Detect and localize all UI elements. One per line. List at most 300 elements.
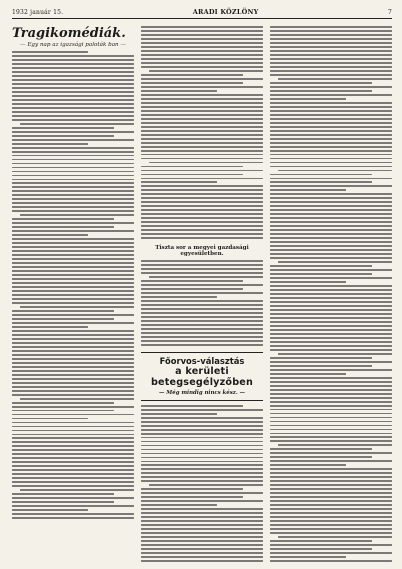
text-line	[141, 66, 263, 68]
text-line	[141, 130, 263, 132]
text-line	[141, 540, 263, 542]
text-line	[141, 476, 263, 478]
text-line	[270, 560, 392, 562]
text-line	[270, 393, 392, 395]
middle-column-body-top	[141, 26, 263, 239]
text-line	[12, 222, 134, 224]
text-line	[141, 409, 263, 411]
text-line	[270, 174, 372, 176]
text-line	[12, 234, 88, 236]
text-line	[12, 143, 88, 145]
text-line	[12, 242, 134, 244]
text-line	[141, 229, 263, 231]
text-line	[270, 504, 392, 506]
text-line	[20, 214, 134, 216]
text-line	[141, 405, 243, 407]
text-line	[12, 210, 134, 212]
text-line	[270, 468, 392, 470]
text-line	[12, 171, 134, 173]
text-line	[141, 288, 243, 290]
text-line	[141, 453, 263, 455]
text-line	[12, 63, 134, 65]
text-line	[12, 135, 114, 137]
text-line	[270, 297, 392, 299]
text-line	[141, 512, 263, 514]
text-line	[141, 181, 217, 183]
banner-line-3: — Még mindig nincs kész. —	[159, 389, 245, 396]
text-line	[12, 111, 134, 113]
text-line	[270, 90, 372, 92]
text-line	[141, 524, 263, 526]
text-line	[270, 241, 392, 243]
text-line	[141, 468, 263, 470]
text-line	[270, 329, 392, 331]
text-line	[270, 185, 392, 187]
text-line	[12, 418, 88, 420]
text-line	[270, 58, 392, 60]
left-column-body	[12, 51, 134, 519]
text-line	[12, 354, 134, 356]
text-line	[141, 142, 263, 144]
text-line	[270, 464, 346, 466]
text-line	[12, 206, 134, 208]
text-line	[149, 484, 263, 486]
text-line	[12, 422, 134, 424]
text-line	[12, 314, 134, 316]
text-line	[141, 102, 263, 104]
text-line	[141, 413, 217, 415]
text-line	[141, 328, 263, 330]
text-line	[141, 221, 263, 223]
article-subtitle: — Egy nap az igazsági paloták ban —	[19, 42, 127, 48]
text-line	[141, 296, 217, 298]
text-line	[141, 42, 263, 44]
text-line	[12, 230, 134, 232]
right-column-body	[270, 26, 392, 564]
text-line	[12, 302, 134, 304]
text-line	[12, 262, 134, 264]
text-line	[12, 394, 134, 396]
text-line	[270, 313, 392, 315]
text-line	[270, 245, 392, 247]
text-line	[141, 178, 263, 180]
text-line	[141, 193, 263, 195]
text-line	[141, 500, 263, 502]
text-line	[141, 437, 263, 439]
text-line	[141, 150, 263, 152]
text-line	[141, 205, 263, 207]
text-line	[12, 250, 134, 252]
text-line	[12, 390, 134, 392]
text-line	[149, 162, 263, 164]
article-title: Tragikomédiák.	[12, 26, 126, 41]
text-line	[270, 528, 392, 530]
text-line	[141, 26, 263, 28]
text-line	[270, 433, 392, 435]
text-line	[270, 257, 392, 259]
text-line	[141, 94, 263, 96]
text-line	[12, 159, 134, 161]
text-line	[270, 189, 346, 191]
text-line	[270, 436, 392, 438]
text-line	[141, 488, 243, 490]
text-line	[141, 461, 263, 463]
text-line	[270, 66, 392, 68]
text-line	[20, 489, 134, 491]
section-heading: Tiszta sor a megyei gazdasági egyesületben.	[155, 245, 249, 258]
text-line	[270, 325, 392, 327]
text-line	[270, 94, 392, 96]
text-line	[141, 174, 243, 176]
text-line	[270, 377, 392, 379]
text-line	[12, 473, 134, 475]
text-line	[12, 51, 88, 53]
text-line	[12, 330, 134, 332]
text-line	[12, 430, 134, 432]
text-line	[270, 158, 392, 160]
text-line	[12, 107, 134, 109]
left-column	[12, 24, 134, 564]
text-line	[141, 528, 263, 530]
text-line	[12, 131, 134, 133]
text-line	[270, 130, 392, 132]
text-line	[12, 246, 134, 248]
text-line	[141, 158, 263, 160]
right-column	[270, 24, 392, 564]
text-line	[141, 336, 263, 338]
text-line	[141, 480, 263, 482]
text-line	[270, 26, 392, 28]
banner-line-2: a kerületi betegsegélyzőben	[150, 365, 254, 388]
text-line	[141, 544, 263, 546]
text-line	[270, 201, 392, 203]
text-line	[141, 560, 263, 562]
text-line	[12, 517, 134, 519]
text-line	[270, 74, 392, 76]
text-line	[12, 449, 134, 451]
middle-column-body-bottom	[141, 405, 263, 564]
text-line	[12, 493, 114, 495]
text-line	[141, 340, 263, 342]
text-line	[270, 524, 392, 526]
text-line	[270, 349, 392, 351]
text-line	[270, 150, 392, 152]
text-line	[141, 217, 263, 219]
text-line	[141, 268, 263, 270]
text-line	[12, 342, 134, 344]
text-line	[270, 249, 392, 251]
text-line	[141, 50, 263, 52]
text-line	[12, 119, 134, 121]
text-line	[141, 548, 263, 550]
text-line	[270, 425, 392, 427]
text-line	[270, 492, 392, 494]
text-line	[141, 201, 263, 203]
text-line	[141, 316, 263, 318]
text-line	[278, 353, 392, 355]
text-line	[141, 166, 243, 168]
text-line	[270, 273, 372, 275]
text-line	[270, 114, 392, 116]
text-line	[12, 509, 88, 511]
text-line	[12, 258, 134, 260]
text-line	[141, 46, 263, 48]
text-line	[270, 213, 392, 215]
text-line	[141, 197, 263, 199]
text-line	[12, 374, 134, 376]
text-line	[270, 118, 392, 120]
text-line	[141, 425, 263, 427]
text-line	[12, 190, 134, 192]
text-line	[12, 91, 134, 93]
text-line	[270, 106, 392, 108]
text-line	[12, 406, 134, 408]
text-line	[141, 213, 263, 215]
text-line	[278, 170, 392, 172]
text-line	[149, 70, 263, 72]
text-line	[270, 86, 392, 88]
text-line	[141, 260, 263, 262]
text-line	[12, 358, 134, 360]
text-line	[141, 146, 263, 148]
text-line	[141, 344, 263, 346]
text-line	[270, 193, 392, 195]
text-line	[278, 444, 392, 446]
text-line	[12, 266, 134, 268]
text-line	[12, 386, 134, 388]
text-line	[12, 99, 134, 101]
text-line	[12, 75, 134, 77]
text-line	[141, 464, 263, 466]
text-line	[12, 163, 134, 165]
text-line	[141, 78, 263, 80]
text-line	[270, 309, 392, 311]
text-line	[270, 397, 392, 399]
text-line	[12, 410, 114, 412]
text-line	[12, 151, 134, 153]
text-line	[12, 274, 134, 276]
text-line	[270, 401, 392, 403]
text-line	[141, 284, 263, 286]
text-line	[12, 461, 134, 463]
text-line	[270, 285, 392, 287]
text-line	[141, 82, 243, 84]
text-line	[141, 126, 263, 128]
text-line	[12, 179, 134, 181]
text-line	[141, 433, 263, 435]
text-line	[12, 59, 134, 61]
banner-line-1: Főorvos-választás	[159, 355, 245, 366]
text-line	[12, 282, 134, 284]
text-line	[12, 505, 134, 507]
text-line	[12, 83, 134, 85]
page-number: 7	[387, 9, 392, 16]
text-line	[270, 217, 392, 219]
text-line	[270, 496, 392, 498]
text-line	[12, 71, 134, 73]
text-line	[12, 103, 134, 105]
text-line	[141, 170, 263, 172]
text-line	[270, 429, 392, 431]
text-line	[20, 306, 134, 308]
text-line	[270, 305, 392, 307]
text-line	[270, 178, 392, 180]
text-line	[12, 139, 134, 141]
text-line	[12, 218, 114, 220]
text-line	[270, 154, 392, 156]
text-line	[12, 155, 134, 157]
text-line	[12, 437, 134, 439]
text-line	[12, 338, 134, 340]
text-line	[12, 445, 134, 447]
text-line	[12, 270, 134, 272]
text-line	[270, 409, 392, 411]
text-line	[270, 126, 392, 128]
text-line	[12, 182, 134, 184]
text-line	[12, 322, 134, 324]
text-line	[270, 512, 392, 514]
text-line	[12, 254, 134, 256]
headline-banner	[141, 352, 263, 401]
text-line	[270, 229, 392, 231]
text-line	[12, 326, 88, 328]
text-line	[141, 552, 263, 554]
text-line	[270, 42, 392, 44]
text-line	[149, 276, 263, 278]
text-line	[270, 82, 372, 84]
text-line	[270, 516, 392, 518]
text-line	[141, 86, 263, 88]
text-line	[141, 504, 217, 506]
text-line	[141, 233, 263, 235]
text-line	[270, 162, 392, 164]
text-line	[270, 365, 372, 367]
text-line	[270, 484, 392, 486]
text-line	[270, 389, 392, 391]
text-line	[141, 417, 263, 419]
text-line	[141, 74, 243, 76]
text-line	[270, 448, 372, 450]
text-line	[12, 350, 134, 352]
text-line	[270, 209, 392, 211]
text-line	[141, 429, 263, 431]
text-line	[270, 197, 392, 199]
text-line	[270, 50, 392, 52]
text-line	[141, 138, 263, 140]
text-line	[12, 382, 134, 384]
text-line	[270, 552, 392, 554]
text-line	[12, 513, 134, 515]
masthead	[12, 8, 392, 19]
text-line	[12, 334, 134, 336]
text-line	[12, 441, 134, 443]
text-line	[12, 414, 134, 416]
text-line	[270, 488, 392, 490]
text-line	[141, 272, 263, 274]
text-line	[270, 421, 392, 423]
text-line	[12, 202, 134, 204]
text-line	[270, 102, 392, 104]
text-line	[12, 434, 134, 436]
text-line	[270, 181, 372, 183]
text-line	[12, 115, 134, 117]
text-line	[270, 265, 372, 267]
text-line	[270, 253, 392, 255]
text-line	[270, 122, 392, 124]
text-line	[141, 225, 263, 227]
text-line	[270, 532, 392, 534]
text-line	[141, 532, 263, 534]
text-line	[141, 154, 263, 156]
text-line	[270, 277, 392, 279]
text-line	[12, 501, 114, 503]
text-line	[270, 269, 392, 271]
text-line	[141, 118, 263, 120]
text-line	[270, 500, 392, 502]
text-line	[270, 341, 392, 343]
text-line	[12, 147, 134, 149]
text-line	[270, 548, 372, 550]
text-line	[270, 345, 392, 347]
text-line	[20, 398, 134, 400]
text-line	[141, 106, 263, 108]
text-line	[12, 290, 134, 292]
text-line	[141, 114, 263, 116]
text-line	[12, 286, 134, 288]
text-line	[270, 440, 392, 442]
text-line	[141, 520, 263, 522]
text-line	[270, 233, 392, 235]
text-line	[12, 226, 114, 228]
text-line	[12, 366, 134, 368]
text-line	[12, 469, 134, 471]
text-line	[270, 385, 392, 387]
text-line	[12, 318, 114, 320]
text-line	[141, 189, 263, 191]
text-line	[141, 441, 263, 443]
text-line	[141, 62, 263, 64]
text-line	[270, 134, 392, 136]
text-line	[141, 556, 263, 558]
text-line	[141, 449, 263, 451]
text-line	[278, 261, 392, 263]
text-line	[270, 373, 346, 375]
text-line	[12, 426, 134, 428]
text-line	[141, 492, 263, 494]
text-line	[12, 378, 134, 380]
text-line	[141, 332, 263, 334]
text-line	[141, 185, 263, 187]
text-line	[141, 34, 263, 36]
text-line	[270, 508, 392, 510]
text-line	[141, 58, 263, 60]
article-columns	[12, 24, 392, 564]
text-line	[141, 300, 263, 302]
text-line	[270, 317, 392, 319]
text-line	[12, 457, 134, 459]
text-line	[12, 294, 134, 296]
text-line	[270, 369, 392, 371]
text-line	[20, 123, 134, 125]
text-line	[270, 166, 392, 168]
text-line	[141, 320, 263, 322]
text-line	[270, 110, 392, 112]
text-line	[141, 122, 263, 124]
text-line	[141, 264, 263, 266]
text-line	[12, 87, 134, 89]
text-line	[12, 370, 134, 372]
masthead-date: 1932 január 15.	[12, 9, 64, 16]
